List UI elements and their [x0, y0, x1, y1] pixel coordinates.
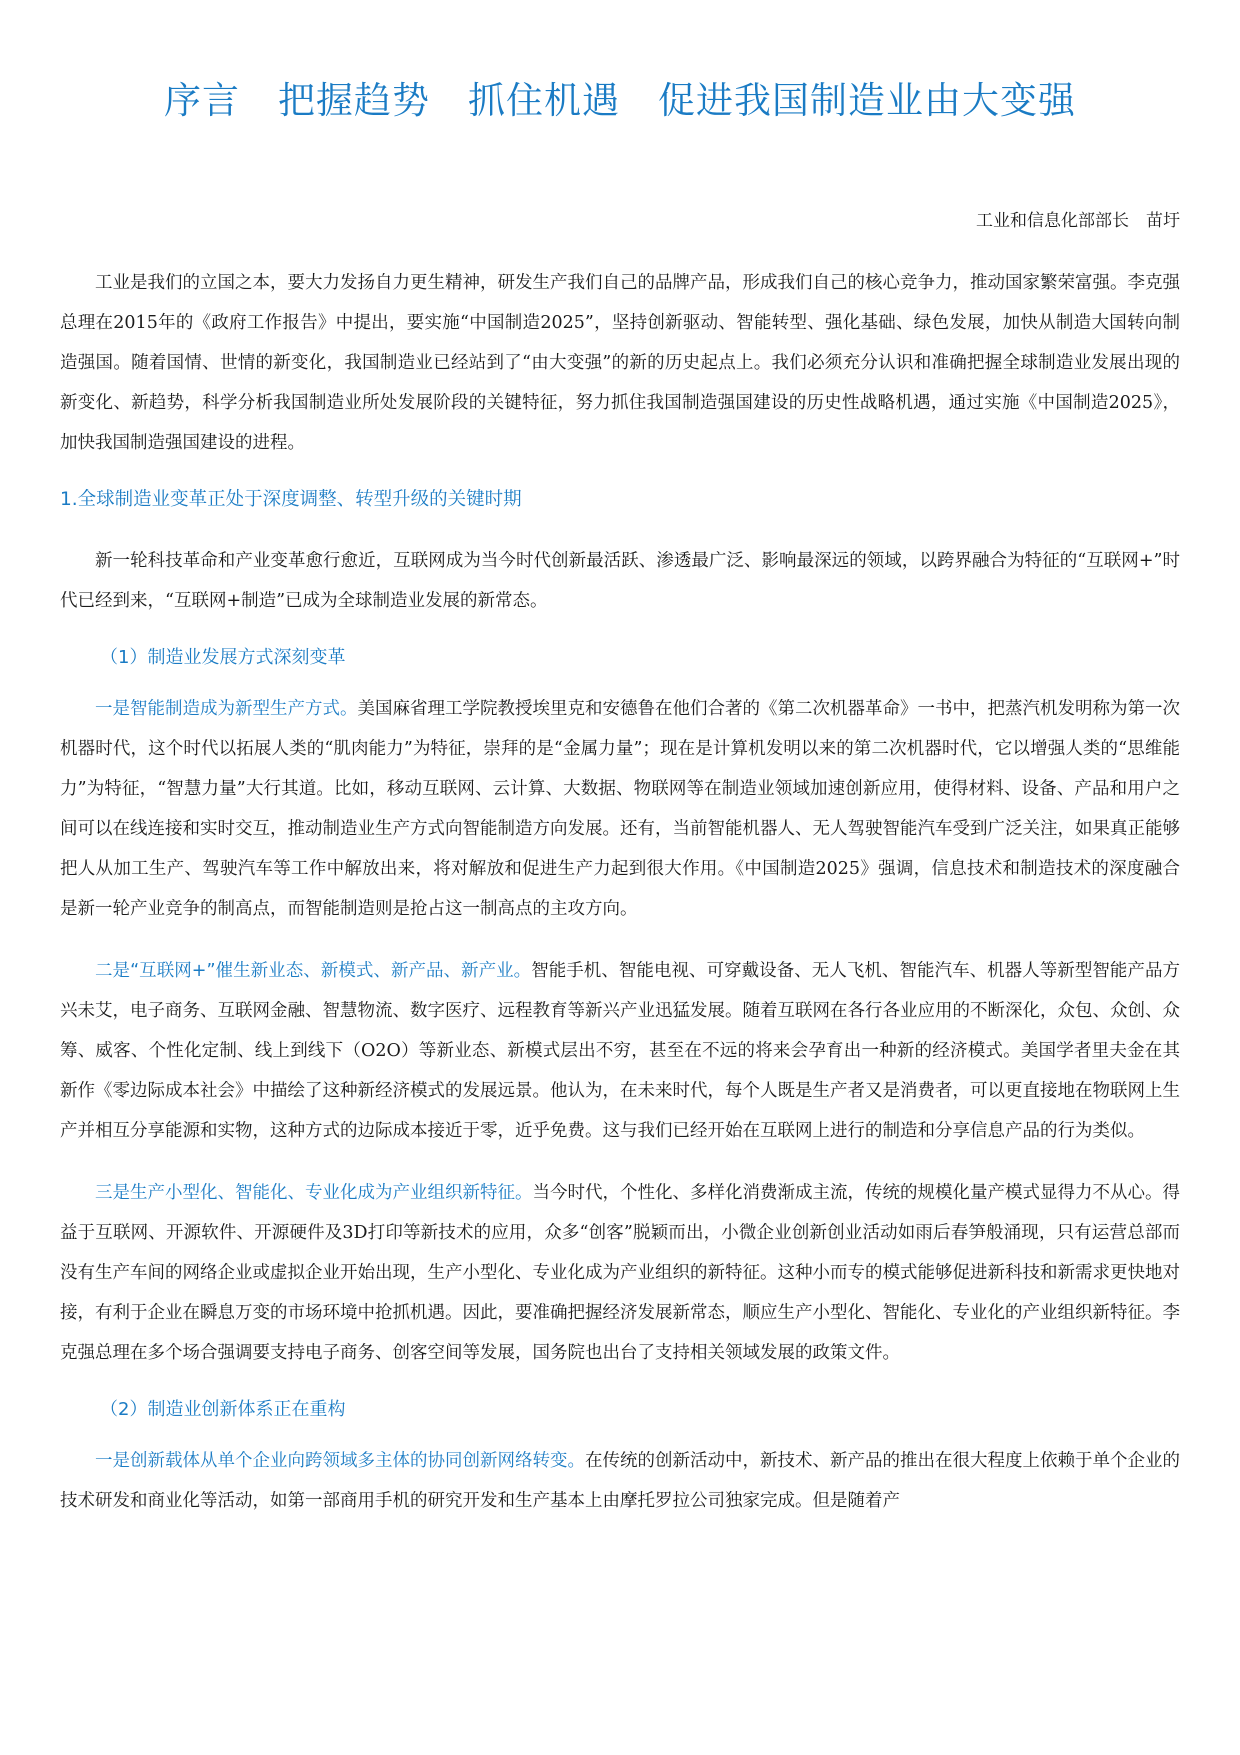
paragraph-innovation-network — [60, 1441, 1180, 1521]
paragraph-text: 当今时代，个性化、多样化消费渐成主流，传统的规模化量产模式显得力不从心。得益于互联网、开源软件、开源硬件及3D打印等新技术的应用，众多“创客”脱颖而出，小微企业创新创业活动如雨后春笋般涌现，只有运营总部而没有生产车间的网络企业或虚拟企业开始出现，生产小型化、专业化成为产业组织的新特征。这种小而专的模式能够促进新科技和新需求更快地对接，有利于企业在瞬息万变的市场环境中抢抓机遇。因此，要准确把握经济发展新常态，顺应生产小型化、智能化、专业化的产业组织新特征。李克强总理在多个场合强调要支持电子商务、创客空间等发展，国务院也出台了支持相关领域发展的政策文件。 — [60, 1183, 1180, 1363]
paragraph-section1-intro: 新一轮科技革命和产业变革愈行愈近，互联网成为当今时代创新最活跃、渗透最广泛、影响最深远的领域，以跨界融合为特征的“互联网+”时代已经到来，“互联网+制造”已成为全球制造业发展的新常态。 — [60, 551, 1180, 611]
paragraph-lead: 二是“互联网+”催生新业态、新模式、新产品、新产业。 — [95, 961, 532, 981]
paragraph-internet-plus — [60, 951, 1180, 1151]
paragraph-text: 在传统的创新活动中，新技术、新产品的推出在很大程度上依赖于单个企业的技术研发和商业化等活动，如第一部商用手机的研究开发和生产基本上由摩托罗拉公司独家完成。但是随着产 — [60, 1451, 1180, 1511]
paragraph-intro: 工业是我们的立国之本，要大力发扬自力更生精神，研发生产我们自己的品牌产品，形成我们自己的核心竞争力，推动国家繁荣富强。李克强总理在2015年的《政府工作报告》中提出，要实施“中国制造2025”，坚持创新驱动、智能转型、强化基础、绿色发展，加快从制造大国转向制造强国。随着国情、世情的新变化，我国制造业已经站到了“由大变强”的新的历史起点上。我们必须充分认识和准确把握全球制造业发展出现的新变化、新趋势，科学分析我国制造业所处发展阶段的关键特征，努力抓住我国制造强国建设的历史性战略机遇，通过实施《中国制造2025》，加快我国制造强国建设的进程。 — [60, 273, 1180, 453]
paragraph-lead: 一是智能制造成为新型生产方式。 — [95, 699, 358, 719]
paragraph-lead: 一是创新载体从单个企业向跨领域多主体的协同创新网络转变。 — [95, 1451, 585, 1471]
paragraph-text: 智能手机、智能电视、可穿戴设备、无人飞机、智能汽车、机器人等新型智能产品方兴未艾，电子商务、互联网金融、智慧物流、数字医疗、远程教育等新兴产业迅猛发展。随着互联网在各行各业应用的不断深化，众包、众创、众筹、威客、个性化定制、线上到线下（O2O）等新业态、新模式层出不穷，甚至在不远的将来会孕育出一种新的经济模式。美国学者里夫金在其新作《零边际成本社会》中描绘了这种新经济模式的发展远景。他认为，在未来时代，每个人既是生产者又是消费者，可以更直接地在物联网上生产并相互分享能源和实物，这种方式的边际成本接近于零，近乎免费。这与我们已经开始在互联网上进行的制造和分享信息产品的行为类似。 — [60, 961, 1181, 1141]
paragraph-production-miniaturization — [60, 1173, 1180, 1373]
subsection-heading-2: （2）制造业创新体系正在重构 — [100, 1399, 346, 1420]
author-line: 工业和信息化部部长 苗圩 — [976, 211, 1180, 231]
page-title: 序言 把握趋势 抓住机遇 促进我国制造业由大变强 — [164, 79, 1076, 122]
paragraph-lead: 三是生产小型化、智能化、专业化成为产业组织新特征。 — [95, 1183, 533, 1203]
paragraph-smart-manufacturing — [60, 689, 1180, 929]
document-body — [60, 263, 1180, 1543]
paragraph-text: 美国麻省理工学院教授埃里克和安德鲁在他们合著的《第二次机器革命》一书中，把蒸汽机发明称为第一次机器时代，这个时代以拓展人类的“肌肉能力”为特征，崇拜的是“金属力量”；现在是计算机发明以来的第二次机器时代，它以增强人类的“思维能力”为特征，“智慧力量”大行其道。比如，移动互联网、云计算、大数据、物联网等在制造业领域加速创新应用，使得材料、设备、产品和用户之间可以在线连接和实时交互，推动制造业生产方式向智能制造方向发展。还有，当前智能机器人、无人驾驶智能汽车受到广泛关注，如果真正能够把人从加工生产、驾驶汽车等工作中解放出来，将对解放和促进生产力起到很大作用。《中国制造2025》强调，信息技术和制造技术的深度融合是新一轮产业竞争的制高点，而智能制造则是抢占这一制高点的主攻方向。 — [60, 699, 1180, 919]
subsection-heading-1: （1）制造业发展方式深刻变革 — [100, 647, 346, 668]
section-heading-1: 1.全球制造业变革正处于深度调整、转型升级的关键时期 — [60, 489, 522, 510]
